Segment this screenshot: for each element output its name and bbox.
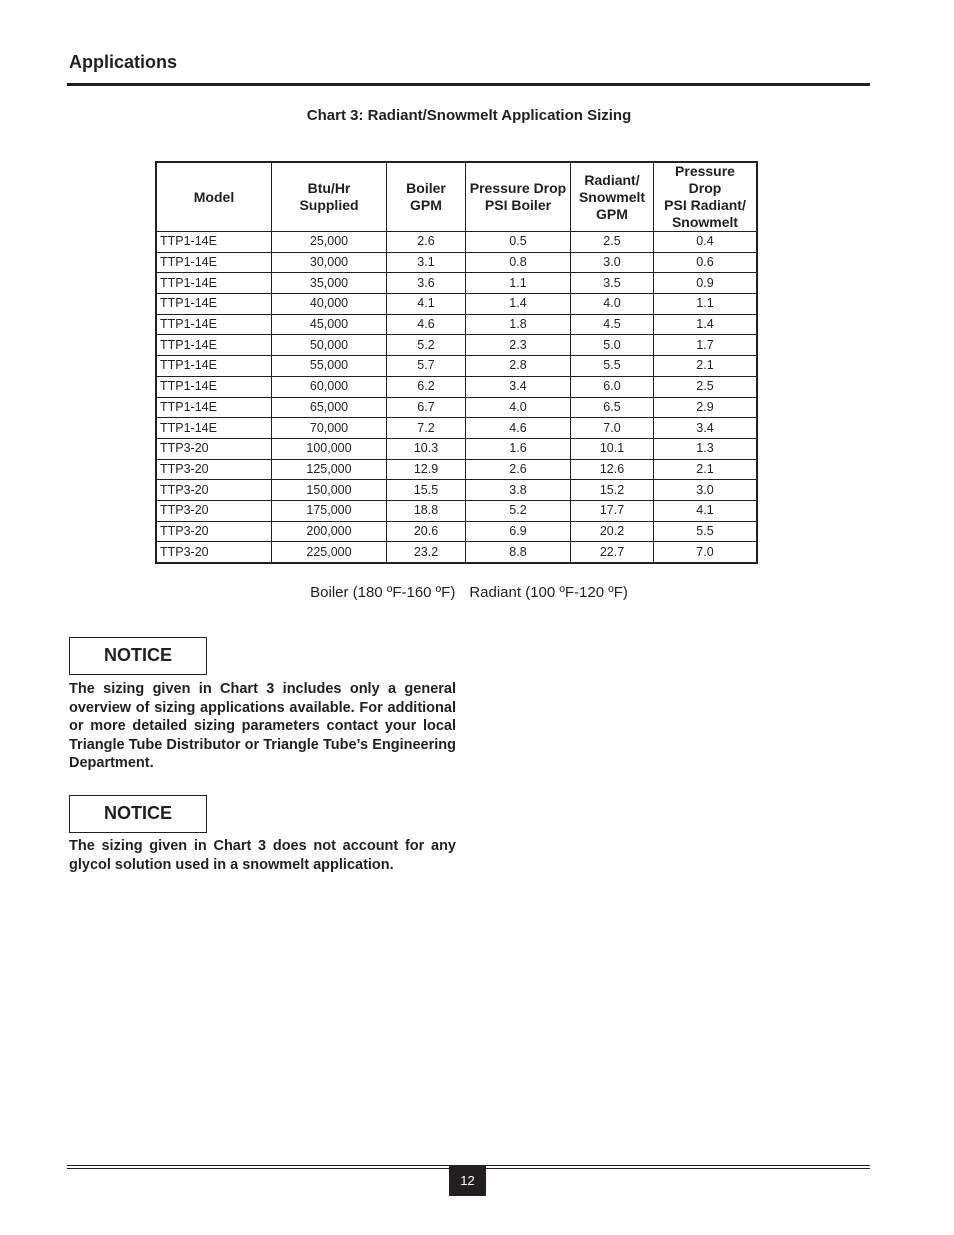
cell-boiler-gpm: 3.1 <box>387 252 466 273</box>
cell-radiant-gpm: 4.5 <box>571 314 654 335</box>
notice-label-2: NOTICE <box>69 795 207 833</box>
cell-boiler-gpm: 10.3 <box>387 438 466 459</box>
header-radiant-gpm: Radiant/ Snowmelt GPM <box>571 162 654 232</box>
sizing-table <box>155 161 758 564</box>
cell-model: TTP3-20 <box>156 521 272 542</box>
cell-boiler-gpm: 23.2 <box>387 542 466 563</box>
header-btu: Btu/Hr Supplied <box>272 162 387 232</box>
cell-btu: 150,000 <box>272 480 387 501</box>
cell-btu: 175,000 <box>272 500 387 521</box>
cell-radiant-gpm: 6.0 <box>571 376 654 397</box>
cell-model: TTP1-14E <box>156 252 272 273</box>
cell-boiler-gpm: 4.6 <box>387 314 466 335</box>
cell-model: TTP1-14E <box>156 232 272 253</box>
cell-btu: 70,000 <box>272 418 387 439</box>
cell-radiant-gpm: 5.5 <box>571 356 654 377</box>
cell-pressure-drop-radiant: 3.0 <box>654 480 758 501</box>
cell-pressure-drop-radiant: 5.5 <box>654 521 758 542</box>
cell-boiler-gpm: 6.7 <box>387 397 466 418</box>
cell-btu: 45,000 <box>272 314 387 335</box>
notice-text-2: The sizing given in Chart 3 does not account for any glycol solution used in a snowmelt application. <box>69 838 456 873</box>
cell-pressure-drop-boiler: 2.8 <box>466 356 571 377</box>
cell-btu: 50,000 <box>272 335 387 356</box>
table-row <box>156 273 757 294</box>
cell-radiant-gpm: 12.6 <box>571 459 654 480</box>
cell-radiant-gpm: 22.7 <box>571 542 654 563</box>
cell-pressure-drop-boiler: 1.1 <box>466 273 571 294</box>
cell-pressure-drop-boiler: 3.8 <box>466 480 571 501</box>
cell-radiant-gpm: 17.7 <box>571 500 654 521</box>
cell-btu: 35,000 <box>272 273 387 294</box>
cell-radiant-gpm: 7.0 <box>571 418 654 439</box>
header-model: Model <box>156 162 272 232</box>
cell-btu: 65,000 <box>272 397 387 418</box>
cell-pressure-drop-radiant: 0.9 <box>654 273 758 294</box>
cell-radiant-gpm: 3.0 <box>571 252 654 273</box>
cell-boiler-gpm: 12.9 <box>387 459 466 480</box>
cell-pressure-drop-radiant: 1.7 <box>654 335 758 356</box>
table-row <box>156 232 757 253</box>
cell-boiler-gpm: 5.7 <box>387 356 466 377</box>
boiler-temperature: Boiler (180 ºF-160 ºF) <box>310 584 456 601</box>
cell-model: TTP1-14E <box>156 356 272 377</box>
cell-pressure-drop-radiant: 2.9 <box>654 397 758 418</box>
cell-model: TTP1-14E <box>156 376 272 397</box>
cell-model: TTP1-14E <box>156 294 272 315</box>
cell-pressure-drop-radiant: 7.0 <box>654 542 758 563</box>
cell-boiler-gpm: 20.6 <box>387 521 466 542</box>
table-row <box>156 459 757 480</box>
cell-radiant-gpm: 3.5 <box>571 273 654 294</box>
cell-boiler-gpm: 4.1 <box>387 294 466 315</box>
cell-pressure-drop-boiler: 1.8 <box>466 314 571 335</box>
header-rule <box>67 83 870 86</box>
cell-pressure-drop-boiler: 2.6 <box>466 459 571 480</box>
cell-pressure-drop-boiler: 0.8 <box>466 252 571 273</box>
temperature-note <box>0 584 938 601</box>
cell-radiant-gpm: 6.5 <box>571 397 654 418</box>
header-pressure-drop-radiant: Pressure Drop PSI Radiant/ Snowmelt <box>654 162 758 232</box>
cell-model: TTP3-20 <box>156 459 272 480</box>
table-body <box>156 232 757 564</box>
table-row <box>156 438 757 459</box>
table-row <box>156 314 757 335</box>
cell-btu: 225,000 <box>272 542 387 563</box>
cell-pressure-drop-boiler: 4.6 <box>466 418 571 439</box>
cell-pressure-drop-boiler: 2.3 <box>466 335 571 356</box>
cell-pressure-drop-radiant: 2.5 <box>654 376 758 397</box>
cell-pressure-drop-radiant: 2.1 <box>654 459 758 480</box>
table-row <box>156 542 757 563</box>
cell-radiant-gpm: 15.2 <box>571 480 654 501</box>
cell-pressure-drop-radiant: 3.4 <box>654 418 758 439</box>
cell-model: TTP1-14E <box>156 314 272 335</box>
cell-model: TTP1-14E <box>156 418 272 439</box>
cell-model: TTP3-20 <box>156 438 272 459</box>
table-row <box>156 335 757 356</box>
header-pressure-drop-boiler: Pressure Drop PSI Boiler <box>466 162 571 232</box>
cell-btu: 30,000 <box>272 252 387 273</box>
cell-radiant-gpm: 4.0 <box>571 294 654 315</box>
cell-btu: 100,000 <box>272 438 387 459</box>
table-row <box>156 480 757 501</box>
section-title: Applications <box>69 52 178 72</box>
table-row <box>156 294 757 315</box>
cell-btu: 55,000 <box>272 356 387 377</box>
table-row <box>156 252 757 273</box>
table-row <box>156 500 757 521</box>
cell-btu: 40,000 <box>272 294 387 315</box>
cell-boiler-gpm: 5.2 <box>387 335 466 356</box>
cell-boiler-gpm: 15.5 <box>387 480 466 501</box>
table-row <box>156 418 757 439</box>
cell-boiler-gpm: 3.6 <box>387 273 466 294</box>
cell-btu: 25,000 <box>272 232 387 253</box>
cell-radiant-gpm: 10.1 <box>571 438 654 459</box>
cell-radiant-gpm: 2.5 <box>571 232 654 253</box>
cell-pressure-drop-radiant: 0.6 <box>654 252 758 273</box>
cell-boiler-gpm: 2.6 <box>387 232 466 253</box>
cell-pressure-drop-boiler: 1.4 <box>466 294 571 315</box>
table-row <box>156 356 757 377</box>
cell-pressure-drop-radiant: 4.1 <box>654 500 758 521</box>
cell-pressure-drop-radiant: 1.1 <box>654 294 758 315</box>
cell-pressure-drop-radiant: 1.4 <box>654 314 758 335</box>
radiant-temperature: Radiant (100 ºF-120 ºF) <box>469 584 628 601</box>
cell-pressure-drop-boiler: 5.2 <box>466 500 571 521</box>
cell-pressure-drop-boiler: 0.5 <box>466 232 571 253</box>
cell-pressure-drop-radiant: 2.1 <box>654 356 758 377</box>
cell-btu: 60,000 <box>272 376 387 397</box>
cell-pressure-drop-radiant: 0.4 <box>654 232 758 253</box>
table-row <box>156 376 757 397</box>
cell-btu: 200,000 <box>272 521 387 542</box>
cell-radiant-gpm: 20.2 <box>571 521 654 542</box>
cell-pressure-drop-radiant: 1.3 <box>654 438 758 459</box>
table-row <box>156 521 757 542</box>
cell-boiler-gpm: 6.2 <box>387 376 466 397</box>
notice-label-1: NOTICE <box>69 637 207 675</box>
cell-model: TTP3-20 <box>156 542 272 563</box>
page-number: 12 <box>449 1166 486 1196</box>
cell-pressure-drop-boiler: 4.0 <box>466 397 571 418</box>
cell-model: TTP1-14E <box>156 335 272 356</box>
table-header-row <box>156 162 757 232</box>
cell-model: TTP3-20 <box>156 500 272 521</box>
chart-title: Chart 3: Radiant/Snowmelt Application Sizing <box>306 107 632 124</box>
cell-model: TTP1-14E <box>156 397 272 418</box>
cell-boiler-gpm: 18.8 <box>387 500 466 521</box>
cell-model: TTP1-14E <box>156 273 272 294</box>
cell-pressure-drop-boiler: 3.4 <box>466 376 571 397</box>
table-row <box>156 397 757 418</box>
cell-pressure-drop-boiler: 8.8 <box>466 542 571 563</box>
cell-btu: 125,000 <box>272 459 387 480</box>
cell-boiler-gpm: 7.2 <box>387 418 466 439</box>
cell-model: TTP3-20 <box>156 480 272 501</box>
cell-radiant-gpm: 5.0 <box>571 335 654 356</box>
cell-pressure-drop-boiler: 6.9 <box>466 521 571 542</box>
header-boiler-gpm: Boiler GPM <box>387 162 466 232</box>
cell-pressure-drop-boiler: 1.6 <box>466 438 571 459</box>
notice-text-1: The sizing given in Chart 3 includes only a general overview of sizing applications available. For additional or more detailed sizing parameters contact your local Triangle Tube Distributor or Triangle Tube’s Engineering Department. <box>69 681 456 772</box>
